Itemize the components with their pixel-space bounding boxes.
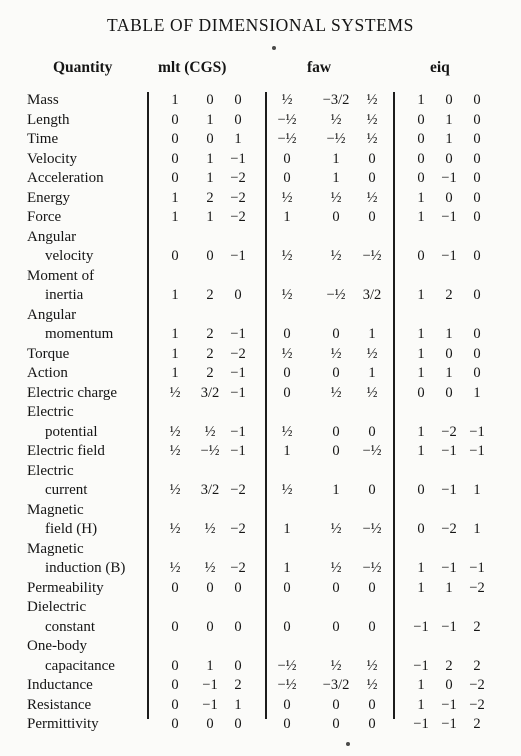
mlt-exponent: 1: [206, 150, 214, 167]
mlt-exponent: 1: [206, 209, 214, 225]
eiq-exponent: 0: [445, 345, 453, 362]
mlt-exponent: −1: [230, 423, 246, 440]
eiq-exponent: 1: [445, 326, 453, 342]
mlt-exponent: 2: [206, 326, 214, 342]
mlt-exponent: 0: [206, 579, 214, 596]
quantity-label: Inductance: [27, 677, 93, 693]
eiq-exponent: 1: [417, 287, 425, 303]
faw-exponent: 3/2: [362, 287, 382, 303]
faw-exponent: 0: [332, 696, 340, 713]
faw-exponent: ½: [330, 521, 342, 537]
faw-exponent: ½: [366, 131, 378, 147]
eiq-exponent: 1: [473, 384, 481, 401]
eiq-exponent: −2: [441, 521, 457, 537]
faw-exponent: 0: [283, 716, 291, 732]
eiq-exponent: −1: [441, 618, 457, 635]
mlt-exponent: 2: [206, 189, 214, 206]
faw-exponent: 0: [332, 326, 340, 342]
eiq-exponent: 1: [417, 423, 425, 440]
eiq-exponent: −1: [441, 560, 457, 576]
mlt-exponent: 1: [171, 365, 179, 381]
faw-exponent: −½: [277, 131, 297, 147]
mlt-exponent: 1: [206, 657, 214, 674]
column-divider: [147, 92, 149, 719]
mlt-exponent: 1: [206, 111, 214, 128]
quantity-label: Force: [27, 209, 62, 225]
faw-exponent: −½: [362, 248, 382, 264]
eiq-exponent: 1: [417, 189, 425, 206]
quantity-label: Permittivity: [27, 716, 99, 732]
mlt-exponent: 0: [234, 618, 242, 635]
faw-exponent: 0: [332, 209, 340, 225]
column-divider: [265, 92, 267, 719]
faw-exponent: 0: [332, 716, 340, 732]
faw-exponent: 0: [368, 170, 376, 186]
eiq-exponent: 1: [473, 482, 481, 498]
mlt-exponent: −1: [230, 150, 246, 167]
faw-exponent: ½: [330, 345, 342, 362]
mlt-exponent: 2: [206, 345, 214, 362]
mlt-exponent: ½: [169, 423, 181, 440]
quantity-label: Electric charge: [27, 384, 118, 401]
eiq-exponent: −2: [469, 579, 485, 596]
quantity-label: constant: [45, 618, 95, 635]
faw-exponent: ½: [281, 482, 293, 498]
mlt-exponent: 0: [206, 92, 214, 108]
quantity-label: Angular: [27, 306, 77, 323]
mlt-exponent: ½: [204, 423, 216, 440]
print-speck: [346, 742, 350, 746]
faw-exponent: ½: [330, 111, 342, 128]
faw-exponent: 0: [283, 326, 291, 342]
mlt-exponent: 0: [234, 716, 242, 732]
mlt-exponent: 0: [234, 92, 242, 108]
mlt-exponent: 1: [171, 189, 179, 206]
quantity-label: velocity: [45, 248, 94, 264]
quantity-label: induction (B): [45, 560, 126, 576]
eiq-exponent: 0: [473, 111, 481, 128]
header-quantity: Quantity: [53, 59, 113, 76]
eiq-exponent: 0: [473, 365, 481, 381]
eiq-exponent: 0: [473, 345, 481, 362]
column-divider: [393, 92, 395, 719]
mlt-exponent: 0: [171, 248, 179, 264]
mlt-exponent: 0: [206, 131, 214, 147]
eiq-exponent: 0: [445, 189, 453, 206]
faw-exponent: ½: [330, 384, 342, 401]
mlt-exponent: −2: [230, 189, 246, 206]
faw-exponent: 0: [283, 579, 291, 596]
quantity-label: Resistance: [27, 696, 92, 713]
quantity-label: Energy: [27, 189, 71, 206]
eiq-exponent: 0: [445, 150, 453, 167]
quantity-label: Mass: [27, 92, 59, 108]
faw-exponent: ½: [281, 423, 293, 440]
quantity-label: inertia: [45, 287, 84, 303]
mlt-exponent: ½: [169, 482, 181, 498]
mlt-exponent: 0: [171, 150, 179, 167]
faw-exponent: 1: [332, 170, 340, 186]
faw-exponent: 1: [283, 560, 291, 576]
faw-exponent: ½: [281, 345, 293, 362]
faw-exponent: 0: [368, 696, 376, 713]
faw-exponent: 1: [283, 443, 291, 459]
print-speck: [272, 46, 276, 50]
eiq-exponent: −1: [413, 716, 429, 732]
mlt-exponent: 1: [171, 326, 179, 342]
quantity-label: Electric: [27, 462, 74, 479]
mlt-exponent: 2: [234, 677, 242, 693]
mlt-exponent: −1: [230, 326, 246, 342]
faw-exponent: −3/2: [322, 92, 350, 108]
eiq-exponent: 0: [417, 111, 425, 128]
faw-exponent: −½: [277, 111, 297, 128]
quantity-label: Electric field: [27, 443, 105, 459]
mlt-exponent: −½: [200, 443, 220, 459]
eiq-exponent: 2: [473, 657, 481, 674]
quantity-label: Electric: [27, 404, 74, 420]
eiq-exponent: 0: [417, 248, 425, 264]
mlt-exponent: 0: [171, 579, 179, 596]
mlt-exponent: ½: [204, 560, 216, 576]
faw-exponent: ½: [281, 189, 293, 206]
eiq-exponent: −1: [469, 443, 485, 459]
faw-exponent: ½: [366, 677, 378, 693]
mlt-exponent: 0: [171, 131, 179, 147]
eiq-exponent: 1: [417, 677, 425, 693]
faw-exponent: 0: [283, 618, 291, 635]
mlt-exponent: 0: [206, 248, 214, 264]
mlt-exponent: 0: [171, 677, 179, 693]
faw-exponent: 1: [332, 150, 340, 167]
faw-exponent: −½: [277, 657, 297, 674]
eiq-exponent: 0: [445, 92, 453, 108]
faw-exponent: 1: [283, 209, 291, 225]
faw-exponent: 0: [283, 365, 291, 381]
eiq-exponent: 0: [473, 170, 481, 186]
header-eiq: eiq: [430, 59, 450, 76]
eiq-exponent: 1: [445, 365, 453, 381]
eiq-exponent: 1: [445, 579, 453, 596]
mlt-exponent: 2: [206, 365, 214, 381]
quantity-label: One-body: [27, 638, 87, 654]
faw-exponent: 0: [332, 423, 340, 440]
faw-exponent: ½: [281, 248, 293, 264]
faw-exponent: −½: [362, 560, 382, 576]
eiq-exponent: 0: [417, 384, 425, 401]
mlt-exponent: 3/2: [200, 384, 220, 401]
eiq-exponent: −1: [413, 657, 429, 674]
header-faw: faw: [307, 59, 332, 76]
faw-exponent: 0: [368, 579, 376, 596]
mlt-exponent: −2: [230, 482, 246, 498]
eiq-exponent: 0: [473, 209, 481, 225]
eiq-exponent: −1: [441, 248, 457, 264]
quantity-label: field (H): [45, 521, 98, 537]
mlt-exponent: 0: [234, 579, 242, 596]
quantity-label: Dielectric: [27, 599, 87, 615]
faw-exponent: ½: [366, 345, 378, 362]
faw-exponent: ½: [330, 560, 342, 576]
quantity-label: current: [45, 482, 88, 498]
faw-exponent: ½: [366, 111, 378, 128]
mlt-exponent: 0: [171, 111, 179, 128]
faw-exponent: 0: [368, 716, 376, 732]
eiq-exponent: 1: [445, 111, 453, 128]
faw-exponent: 0: [332, 365, 340, 381]
mlt-exponent: ½: [204, 521, 216, 537]
faw-exponent: 1: [332, 482, 340, 498]
faw-exponent: ½: [366, 189, 378, 206]
faw-exponent: ½: [366, 384, 378, 401]
table-title: TABLE OF DIMENSIONAL SYSTEMS: [107, 15, 414, 35]
eiq-exponent: 0: [417, 482, 425, 498]
mlt-exponent: 1: [171, 209, 179, 225]
eiq-exponent: −1: [441, 696, 457, 713]
quantity-label: Velocity: [27, 150, 77, 167]
faw-exponent: 0: [283, 170, 291, 186]
eiq-exponent: 2: [445, 657, 453, 674]
eiq-exponent: 2: [445, 287, 453, 303]
faw-exponent: ½: [281, 287, 293, 303]
eiq-exponent: 0: [473, 150, 481, 167]
faw-exponent: ½: [366, 92, 378, 108]
eiq-exponent: 1: [417, 365, 425, 381]
faw-exponent: 0: [283, 384, 291, 401]
mlt-exponent: 1: [234, 131, 242, 147]
eiq-exponent: 0: [417, 131, 425, 147]
faw-exponent: 0: [368, 150, 376, 167]
faw-exponent: −½: [326, 131, 346, 147]
quantity-label: Acceleration: [27, 170, 104, 186]
faw-exponent: 0: [332, 443, 340, 459]
faw-exponent: −3/2: [322, 677, 350, 693]
eiq-exponent: 0: [445, 677, 453, 693]
faw-exponent: ½: [366, 657, 378, 674]
faw-exponent: 0: [283, 696, 291, 713]
mlt-exponent: 0: [171, 657, 179, 674]
mlt-exponent: ½: [169, 443, 181, 459]
mlt-exponent: −2: [230, 209, 246, 225]
quantity-label: capacitance: [45, 657, 115, 674]
quantity-label: Magnetic: [27, 540, 84, 557]
faw-exponent: 0: [368, 482, 376, 498]
eiq-exponent: 1: [417, 326, 425, 342]
mlt-exponent: 1: [171, 345, 179, 362]
quantity-label: Time: [27, 131, 59, 147]
eiq-exponent: 1: [473, 521, 481, 537]
mlt-exponent: 0: [206, 618, 214, 635]
mlt-exponent: 0: [234, 287, 242, 303]
mlt-exponent: 0: [206, 716, 214, 732]
eiq-exponent: 1: [445, 131, 453, 147]
faw-exponent: ½: [330, 248, 342, 264]
eiq-exponent: −1: [413, 618, 429, 635]
mlt-exponent: −1: [230, 384, 246, 401]
mlt-exponent: 0: [171, 618, 179, 635]
quantity-label: Angular: [27, 228, 77, 245]
mlt-exponent: −1: [230, 443, 246, 459]
eiq-exponent: 0: [473, 248, 481, 264]
faw-exponent: −½: [326, 287, 346, 303]
mlt-exponent: ½: [169, 560, 181, 576]
eiq-exponent: 0: [445, 384, 453, 401]
mlt-exponent: −1: [230, 248, 246, 264]
mlt-exponent: −2: [230, 170, 246, 186]
mlt-exponent: 0: [234, 111, 242, 128]
faw-exponent: 0: [368, 618, 376, 635]
eiq-exponent: −1: [469, 423, 485, 440]
eiq-exponent: 1: [417, 560, 425, 576]
eiq-exponent: 0: [473, 287, 481, 303]
mlt-exponent: 0: [234, 657, 242, 674]
mlt-exponent: 2: [206, 287, 214, 303]
faw-exponent: ½: [281, 92, 293, 108]
quantity-label: Magnetic: [27, 501, 84, 518]
eiq-exponent: 0: [473, 131, 481, 147]
eiq-exponent: −1: [441, 443, 457, 459]
eiq-exponent: −1: [441, 482, 457, 498]
mlt-exponent: −1: [230, 365, 246, 381]
mlt-exponent: −2: [230, 560, 246, 576]
eiq-exponent: 1: [417, 209, 425, 225]
faw-exponent: 0: [332, 579, 340, 596]
mlt-exponent: ½: [169, 384, 181, 401]
eiq-exponent: 0: [417, 150, 425, 167]
eiq-exponent: 0: [473, 92, 481, 108]
eiq-exponent: 0: [417, 170, 425, 186]
faw-exponent: −½: [362, 521, 382, 537]
eiq-exponent: 2: [473, 716, 481, 732]
eiq-exponent: −2: [441, 423, 457, 440]
faw-exponent: 0: [283, 150, 291, 167]
header-mlt: mlt (CGS): [158, 59, 227, 76]
mlt-exponent: 3/2: [200, 482, 220, 498]
faw-exponent: −½: [362, 443, 382, 459]
mlt-exponent: −1: [202, 677, 218, 693]
eiq-exponent: 2: [473, 618, 481, 635]
quantity-label: Torque: [27, 345, 70, 362]
eiq-exponent: −1: [441, 209, 457, 225]
quantity-label: Moment of: [27, 267, 95, 284]
faw-exponent: ½: [330, 657, 342, 674]
eiq-exponent: 0: [417, 521, 425, 537]
eiq-exponent: −2: [469, 696, 485, 713]
eiq-exponent: 1: [417, 443, 425, 459]
quantity-label: Action: [27, 365, 68, 381]
faw-exponent: ½: [330, 189, 342, 206]
mlt-exponent: −2: [230, 345, 246, 362]
eiq-exponent: −2: [469, 677, 485, 693]
eiq-exponent: 1: [417, 579, 425, 596]
faw-exponent: 1: [368, 365, 376, 381]
eiq-exponent: 1: [417, 345, 425, 362]
mlt-exponent: 1: [171, 287, 179, 303]
eiq-exponent: −1: [441, 170, 457, 186]
mlt-exponent: 0: [171, 696, 179, 713]
faw-exponent: 0: [332, 618, 340, 635]
eiq-exponent: −1: [441, 716, 457, 732]
eiq-exponent: 1: [417, 92, 425, 108]
quantity-label: Permeability: [27, 579, 104, 596]
eiq-exponent: 0: [473, 326, 481, 342]
quantity-label: momentum: [45, 326, 114, 342]
mlt-exponent: ½: [169, 521, 181, 537]
faw-exponent: 0: [368, 423, 376, 440]
eiq-exponent: −1: [469, 560, 485, 576]
faw-exponent: 1: [368, 326, 376, 342]
mlt-exponent: −2: [230, 521, 246, 537]
eiq-exponent: 1: [417, 696, 425, 713]
quantity-label: Length: [27, 111, 70, 128]
quantity-label: potential: [45, 423, 98, 440]
faw-exponent: 1: [283, 521, 291, 537]
faw-exponent: −½: [277, 677, 297, 693]
mlt-exponent: 0: [171, 716, 179, 732]
mlt-exponent: 0: [171, 170, 179, 186]
mlt-exponent: −1: [202, 696, 218, 713]
mlt-exponent: 1: [171, 92, 179, 108]
mlt-exponent: 1: [234, 696, 242, 713]
eiq-exponent: 0: [473, 189, 481, 206]
faw-exponent: 0: [368, 209, 376, 225]
mlt-exponent: 1: [206, 170, 214, 186]
